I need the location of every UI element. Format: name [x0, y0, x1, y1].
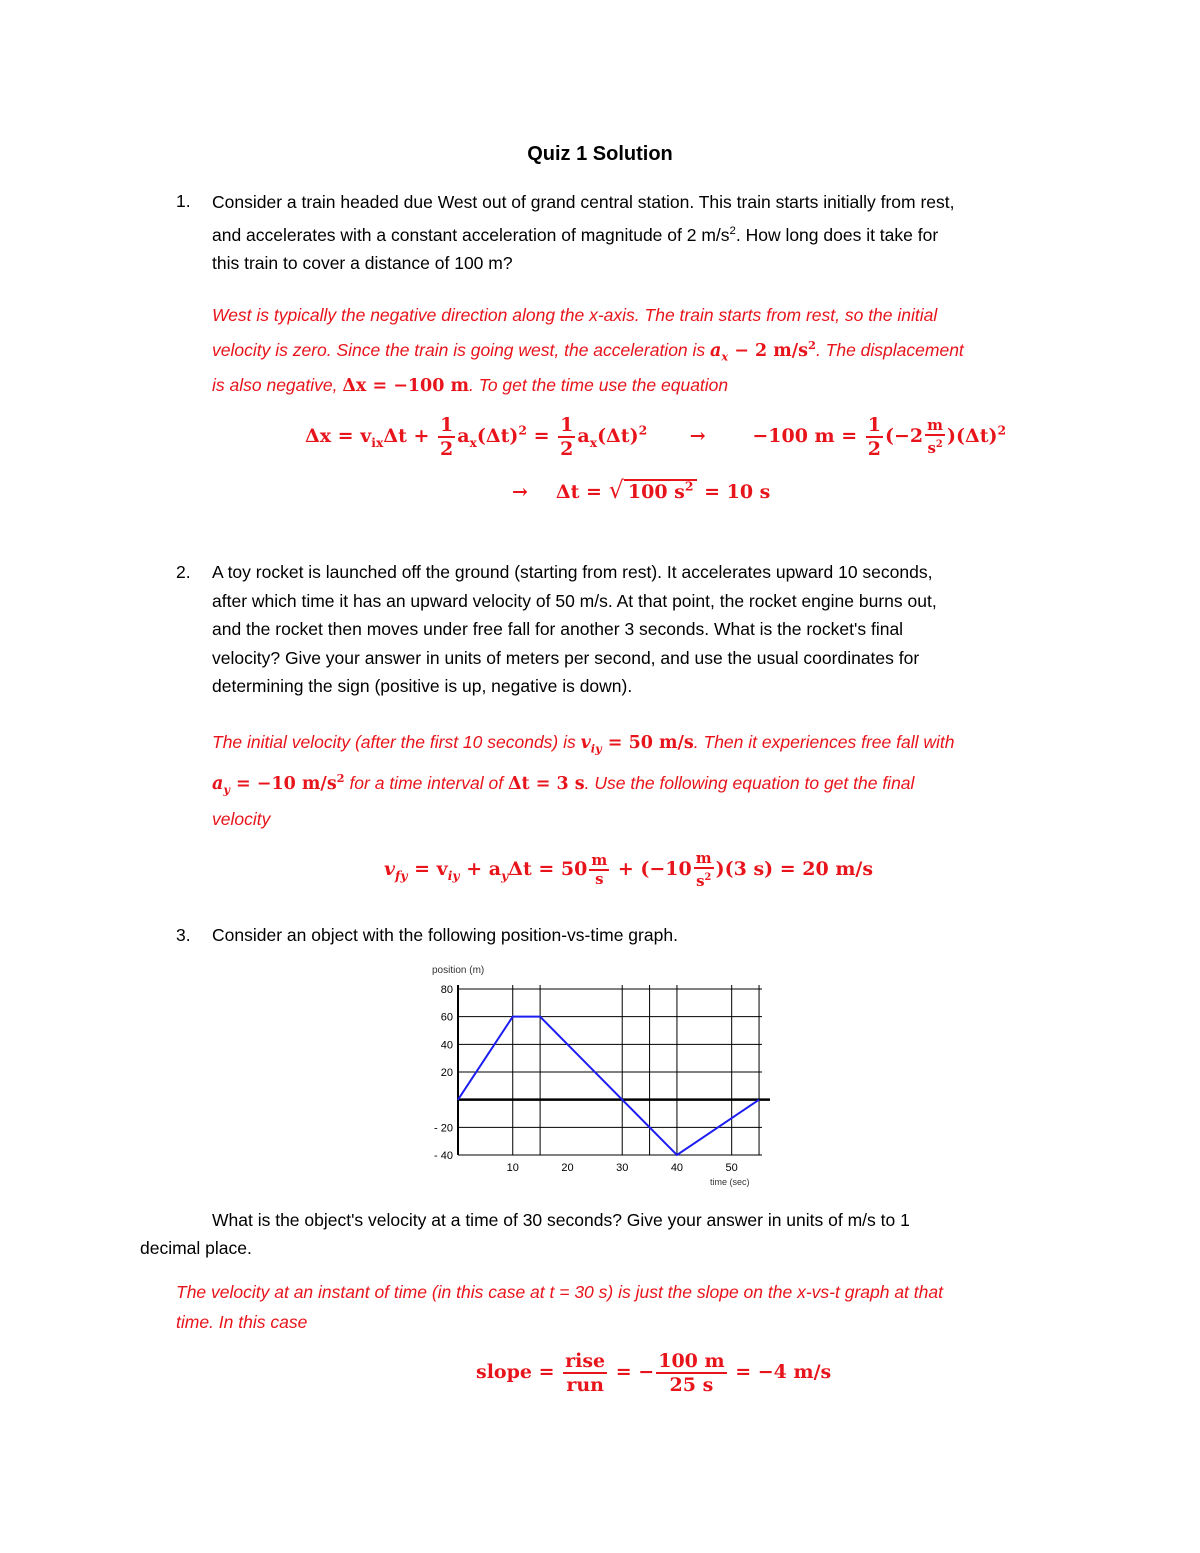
q1-line3: this train to cover a distance of 100 m? [212, 252, 513, 273]
q3-question-line1: What is the object's velocity at a time of 30 seconds? Give your answer in units of m/s to 1 [212, 1210, 910, 1230]
eq1-ax-1: a [457, 425, 470, 447]
eq2-arrow: → [512, 481, 528, 503]
q2-sol-line2: $a_y = -10$ $m/s^2$ for a time interval of Δt = 3 s. Use the following equation to get the final [212, 771, 915, 797]
question-2-text [212, 558, 1072, 701]
chart-ylabel: position (m) [432, 965, 485, 976]
x-tick-label: 20 [561, 1162, 574, 1174]
eq1-half-2: $\frac{1}{2}$ [560, 414, 574, 460]
q1-line1: Consider a train headed due West out of grand central station. This train starts initially from rest, [212, 192, 955, 212]
q3-sol-line1: The velocity at an instant of time (in this case at t = 30 s) is just the slope on the x-vs-t graph at that [176, 1282, 943, 1302]
question-1-number: 1. [176, 191, 191, 211]
q1-line2-sup: 2 [729, 224, 736, 237]
eq1-arrow: → [689, 425, 706, 447]
chart-axes [458, 985, 770, 1155]
q3-value-frac: $\frac{100 m}{25 s}$ [658, 1350, 725, 1396]
question-1-text [212, 188, 1072, 277]
q1-sol-l3-math: Δx = −100 m [342, 376, 470, 397]
q3-equation: slope = $\frac{\text{rise}}{\text{run}}$ = − $\frac{100 m}{25 s}$ = −4 m/s [476, 1350, 832, 1396]
series-line [458, 1017, 759, 1155]
y-tick-label: - 40 [434, 1150, 453, 1162]
q2-equation: $v_{fy} = v_{iy} + a_y\Delta t = 50$ $\frac{m}{s}$ + (−10 $\frac{m}{s^2}$ )(3 s) = 20 m/s [384, 849, 874, 890]
q2-solution [212, 728, 1072, 834]
eq2-sqrt: √ [608, 476, 624, 504]
q1-sol-line3 [212, 371, 1072, 402]
q1-equation-1: $\Delta x = v_{ix}\Delta t$ + $\frac{1}{2}$ $a_x(\Delta t)^2$ = $\frac{1}{2}$ $a_x(\Delta t)^2 \to -100$ m = $\frac{1}{2}$ (−2 $\frac{m}{s^2}$ )$(\Delta t)^2$ [305, 414, 1007, 460]
q3-sol-line2: time. In this case [176, 1311, 308, 1332]
y-tick-label: 60 [440, 1011, 453, 1024]
eq1-lhs-sub: ix [371, 434, 384, 450]
x-tick-label: 40 [670, 1162, 684, 1174]
q3-question-line2: decimal place. [140, 1238, 252, 1258]
eq1-half-3: $\frac{1}{2}$ [867, 414, 882, 460]
q2-line1: A toy rocket is launched off the ground (starting from rest). It accelerates upward 10 seconds, [212, 562, 933, 582]
chart-series [458, 1017, 759, 1155]
position-vs-time-chart [420, 955, 780, 1195]
q1-sol-l2-post: . The displacement [815, 339, 964, 360]
x-tick-label: 10 [506, 1162, 519, 1174]
x-tick-label: 50 [725, 1162, 738, 1174]
q1-sol-line2 [212, 331, 1072, 372]
eq1-half-1: $\frac{1}{2}$ [440, 414, 454, 460]
q2-sol-line3: velocity [212, 808, 271, 829]
question-3-number: 3. [176, 925, 191, 945]
eq2-result: = 10 s [697, 481, 771, 503]
q1-sol-l2-sub: x [721, 348, 729, 363]
q1-equation-2 [512, 476, 770, 504]
q2-eq-frac-2: $\frac{m}{s^2}$ [695, 849, 712, 890]
q2-line3: and the rocket then moves under free fall for another 3 seconds. What is the rocket's final [212, 619, 904, 639]
q1-sol-l2-math: a [710, 340, 722, 361]
eq2-radicand: 100 $s^2$ [624, 479, 698, 503]
q2-line2: after which time it has an upward velocity of 50 m/s. At that point, the rocket engine burns out, [212, 590, 937, 611]
eq2-lhs: Δt = [555, 481, 609, 503]
x-tick-label: 30 [616, 1162, 629, 1174]
q3-rise-run-frac: $\frac{\text{rise}}{\text{run}}$ [565, 1350, 606, 1396]
eq1-lhs: Δx = v [305, 425, 372, 447]
question-3-text [212, 921, 1072, 950]
eq1-ax-2: a [577, 425, 590, 447]
q1-line2-post: . How long does it take for [735, 224, 939, 245]
y-tick-label: - 20 [434, 1122, 453, 1135]
eq1-rhs: −100 m = [752, 425, 864, 447]
q2-line4: velocity? Give your answer in units of meters per second, and use the usual coordinates for [212, 647, 920, 668]
q3-solution [176, 1278, 1056, 1337]
chart-xlabel: time (sec) [710, 1177, 750, 1187]
q1-sol-l3-pre: is also negative, [212, 375, 343, 396]
q1-line2 [212, 217, 1072, 249]
q1-sol-l2-sup: 2 [808, 337, 816, 352]
y-tick-label: 80 [440, 984, 453, 996]
q3-question-2 [140, 1234, 1040, 1263]
q1-solution [212, 301, 1072, 402]
y-tick-label: 40 [440, 1039, 453, 1052]
q1-line2-pre: and accelerates with a constant acceleration of magnitude of 2 m/s [212, 224, 730, 245]
eq1-units-frac: $\frac{m}{s^2}$ [927, 416, 944, 457]
y-tick-label: 20 [440, 1067, 453, 1079]
q1-sol-l3-post: . To get the time use the equation [469, 375, 729, 396]
q2-sol-line1: The initial velocity (after the first 10 seconds) is $v_{iy} = 50$ m/s. Then it experiences free fall with [212, 732, 955, 756]
page-title: Quiz 1 Solution [527, 143, 673, 165]
q3-line1: Consider an object with the following position-vs-time graph. [212, 925, 678, 945]
q2-eq-frac-1: $\frac{m}{s}$ [591, 851, 608, 888]
eq1-term1: Δt + [383, 425, 436, 447]
question-2-number: 2. [176, 562, 191, 582]
q1-sol-line1: West is typically the negative direction along the x-axis. The train starts from rest, so the initial [212, 305, 938, 325]
q3-question [212, 1206, 1072, 1235]
q1-sol-l2-pre: velocity is zero. Since the train is going west, the acceleration is [212, 339, 711, 360]
q1-sol-l2-math2: − 2 m/s [728, 340, 809, 361]
q2-line5: determining the sign (positive is up, negative is down). [212, 676, 633, 696]
